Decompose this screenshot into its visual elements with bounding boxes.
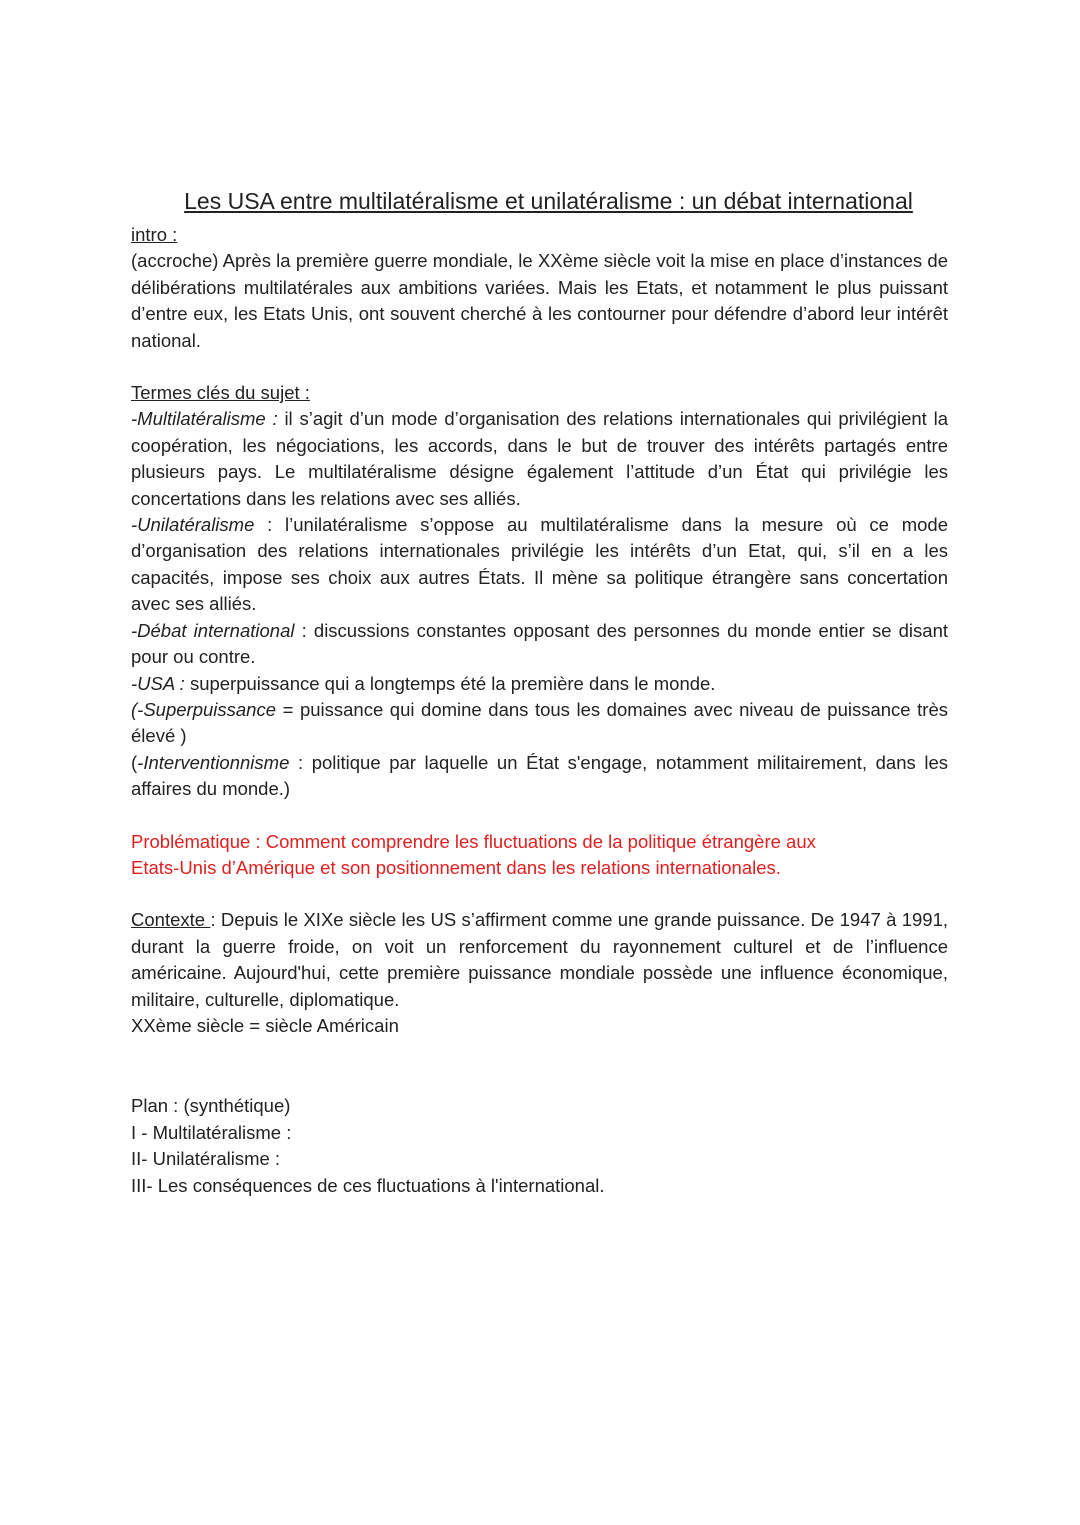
term-prefix: ( [131,751,138,773]
terms-label [131,380,948,406]
term-separator: : [254,514,286,536]
term-separator: : [174,672,190,694]
term-interventionnisme [131,750,948,803]
spacer [131,881,948,907]
term-name: -USA [131,672,175,694]
spacer [131,1039,948,1093]
term-definition: discussions constantes opposant des personnes du monde entier se disant pour ou contre. [131,619,948,668]
problematique-line-1: Problématique : Comment comprendre les fluctuations de la politique étrangère aux [131,830,816,852]
term-separator: = [276,698,300,720]
intro-label-text: intro : [131,224,178,245]
plan-label: Plan : (synthétique) [131,1095,291,1117]
intro-paragraph: (accroche) Après la première guerre mondiale, le XXème siècle voit la mise en place d’instances de délibérations multilatérales aux ambitions variées. Mais les Etats, et notamment le plus puissant d’entre eux, les Etats Unis, ont souvent cherché à les contourner pour défendre d’abord leur intérêt national. [131,250,948,351]
term-name: -Multilatéralisme [131,408,266,430]
term-name: -Interventionnisme [137,751,290,773]
term-usa [131,671,948,697]
contexte-extra: XXème siècle = siècle Américain [131,1014,399,1036]
term-separator: : [294,619,314,641]
term-definition: politique par laquelle un État s'engage, notamment militairement, dans les affaires du monde.) [131,751,948,800]
contexte-text: Depuis le XIXe siècle les US s’affirment comme une grande puissance. De 1947 à 1991, durant la guerre froide, on voit un renforcement du rayonnement culturel et de l’influence américaine. Aujourd'hui, cette première puissance mondiale possède une influence économique, militaire, culturelle, diplomatique. [131,909,949,1010]
term-superpuissance [131,697,948,750]
spacer [131,354,948,380]
term-definition: puissance qui domine dans tous les domaines avec niveau de puissance très élevé ) [131,698,948,747]
plan-item-3: III- Les conséquences de ces fluctuations à l'international. [131,1174,605,1196]
spacer [131,803,948,829]
term-definition: il s’agit d’un mode d’organisation des relations internationales qui privilégient la coopération, les négociations, les accords, dans le but de trouver des intérêts partagés entre plusieurs pays. Le multilatéralisme désigne également l’attitude d’un État qui privilégie les concertations dans les relations avec ses alliés. [131,408,949,509]
terms-label-text: Termes clés du sujet : [131,382,310,404]
contexte-label: Contexte [131,909,211,931]
document-title: Les USA entre multilatéralisme et unilatéralisme : un débat international [184,188,913,214]
term-name: -Débat international [131,619,295,641]
term-debat-international [131,618,948,671]
term-prefix: ( [131,698,138,720]
term-separator: : [289,751,312,773]
plan-item-1: I - Multilatéralisme : [131,1121,292,1143]
contexte-separator: : [210,909,221,931]
term-multilateralisme [131,406,948,512]
term-definition: l’unilatéralisme s’oppose au multilatéralisme dans la mesure où ce mode d’organisation des relations internationales privilégie les intérêts d’un Etat, qui, s’il en a les capacités, impose ses choix aux autres États. Il mène sa politique étrangère sans concertation avec ses alliés. [131,514,948,615]
term-separator: : [265,408,285,430]
term-name: -Superpuissance [137,698,277,720]
term-definition: superpuissance qui a longtemps été la première dans le monde. [189,672,716,694]
document-page [131,186,948,1199]
intro-label [131,222,948,248]
contexte-paragraph [131,907,948,1013]
term-name: -Unilatéralisme [131,514,255,536]
plan-item-2: II- Unilatéralisme : [131,1148,281,1170]
problematique-line-2: Etats-Unis d’Amérique et son positionnement dans les relations internationales. [131,856,781,878]
term-unilateralisme [131,512,948,618]
